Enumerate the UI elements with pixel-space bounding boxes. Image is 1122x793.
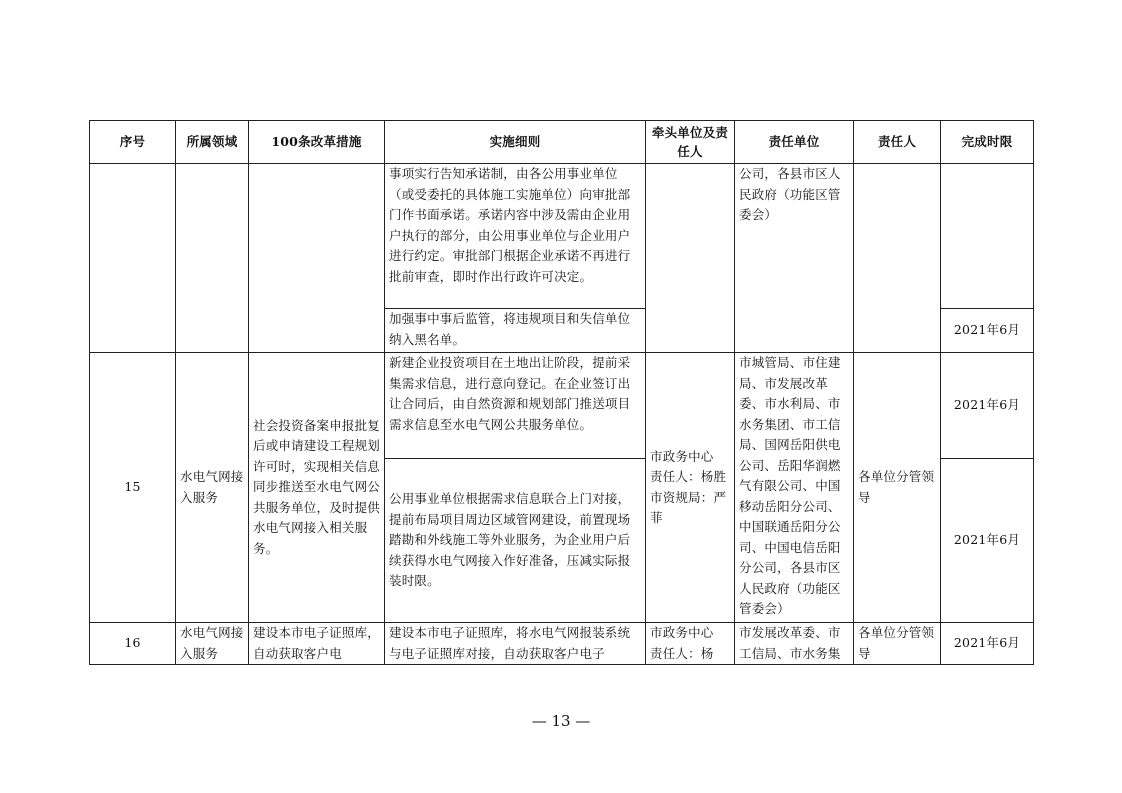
header-person: 责任人 bbox=[854, 121, 941, 164]
header-lead: 牵头单位及责任人 bbox=[646, 121, 735, 164]
cell-detail: 加强事中事后监管，将违规项目和失信单位纳入黑名单。 bbox=[385, 309, 646, 353]
reform-table bbox=[89, 120, 1034, 665]
header-deadline: 完成时限 bbox=[941, 121, 1034, 164]
table-row bbox=[90, 164, 1034, 309]
cell-lead: 市政务中心 责任人：杨 bbox=[646, 623, 735, 665]
cell-lead: 市政务中心 责任人：杨胜 市资规局：严菲 bbox=[646, 353, 735, 623]
cell-resp-unit: 市发展改革委、市工信局、市水务集 bbox=[735, 623, 854, 665]
cell-person: 各单位分管领导 bbox=[854, 623, 941, 665]
table-header-row bbox=[90, 121, 1034, 164]
cell-detail: 新建企业投资项目在土地出让阶段，提前采集需求信息，进行意向登记。在企业签订出让合同后，由自然资源和规划部门推送项目需求信息至水电气网公共服务单位。 bbox=[385, 353, 646, 459]
cell-field: 水电气网接入服务 bbox=[176, 623, 249, 665]
cell-person bbox=[854, 164, 941, 353]
header-measure: 100条改革措施 bbox=[249, 121, 385, 164]
cell-deadline: 2021年6月 bbox=[941, 353, 1034, 459]
cell-measure: 建设本市电子证照库，自动获取客户电 bbox=[249, 623, 385, 665]
cell-lead bbox=[646, 164, 735, 353]
cell-deadline: 2021年6月 bbox=[941, 309, 1034, 353]
header-seq: 序号 bbox=[90, 121, 176, 164]
cell-resp-unit: 公司，各县市区人民政府（功能区管委会） bbox=[735, 164, 854, 353]
cell-seq: 15 bbox=[90, 353, 176, 623]
cell-detail: 公用事业单位根据需求信息联合上门对接，提前布局项目周边区域管网建设，前置现场踏勘和外线施工等外业服务，为企业用户后续获得水电气网接入作好准备，压减实际报装时限。 bbox=[385, 459, 646, 623]
cell-resp-unit: 市城管局、市住建局、市发展改革委、市水利局、市水务集团、市工信局、国网岳阳供电公司、岳阳华润燃气有限公司、中国移动岳阳分公司、中国联通岳阳分公司、中国电信岳阳分公司，各县市区人民政府（功能区管委会） bbox=[735, 353, 854, 623]
cell-detail: 建设本市电子证照库，将水电气网报装系统与电子证照库对接，自动获取客户电子 bbox=[385, 623, 646, 665]
header-field: 所属领域 bbox=[176, 121, 249, 164]
table-row bbox=[90, 623, 1034, 665]
cell-person: 各单位分管领导 bbox=[854, 353, 941, 623]
table-row bbox=[90, 353, 1034, 459]
cell-deadline bbox=[941, 164, 1034, 309]
cell-field bbox=[176, 164, 249, 353]
cell-seq bbox=[90, 164, 176, 353]
page-number: — 13 — bbox=[531, 712, 591, 730]
header-detail: 实施细则 bbox=[385, 121, 646, 164]
cell-field: 水电气网接入服务 bbox=[176, 353, 249, 623]
cell-measure: 社会投资备案申报批复后或申请建设工程规划许可时，实现相关信息同步推送至水电气网公共服务单位，及时提供水电气网接入相关服务。 bbox=[249, 353, 385, 623]
cell-detail: 事项实行告知承诺制，由各公用事业单位（或受委托的具体施工实施单位）向审批部门作书面承诺。承诺内容中涉及需由企业用户执行的部分，由公用事业单位与企业用户进行约定。审批部门根据企业承诺不再进行批前审查，即时作出行政许可决定。 bbox=[385, 164, 646, 309]
cell-deadline: 2021年6月 bbox=[941, 623, 1034, 665]
header-resp-unit: 责任单位 bbox=[735, 121, 854, 164]
cell-seq: 16 bbox=[90, 623, 176, 665]
cell-measure bbox=[249, 164, 385, 353]
cell-deadline: 2021年6月 bbox=[941, 459, 1034, 623]
